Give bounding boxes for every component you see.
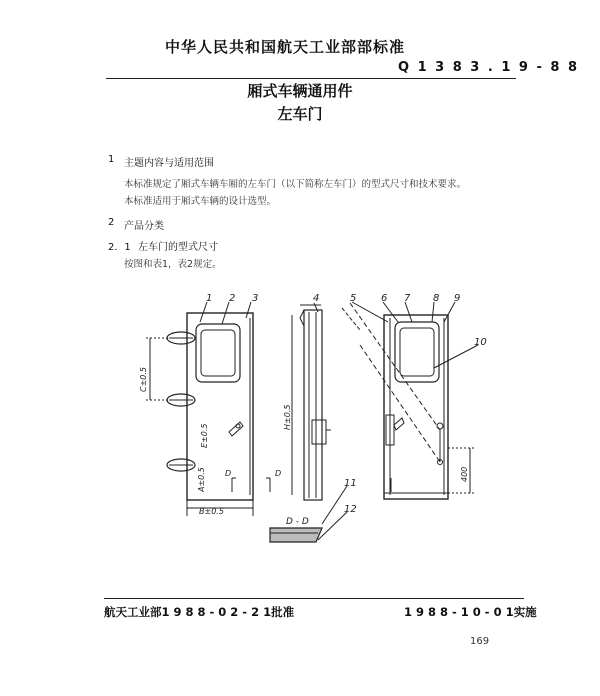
callout-6: 6: [381, 293, 388, 304]
page-number: 169: [470, 636, 490, 647]
callout-10: 10: [474, 337, 487, 348]
implementation-date: 1 9 8 8 - 1 0 - 0 1实施: [404, 605, 537, 619]
dimension-e: E±0.5: [200, 423, 209, 448]
callout-11: 11: [344, 478, 357, 489]
scope-paragraph-line2: 本标准适用于厢式车辆的设计选型。: [124, 196, 277, 207]
dimension-a: A±0.5: [197, 467, 206, 492]
standard-code: Q 1 3 8 3 . 1 9 - 8 8: [398, 60, 580, 75]
issuing-organization: 中华人民共和国航天工业部部标准: [165, 38, 406, 56]
dimension-b: B±0.5: [199, 507, 224, 516]
section-mark-left: D: [225, 469, 232, 478]
callout-3: 3: [252, 293, 259, 304]
callout-2: 2: [229, 293, 236, 304]
section-mark-right: D: [275, 469, 282, 478]
document-title: 厢式车辆通用件: [247, 82, 353, 100]
callout-8: 8: [433, 293, 440, 304]
door-front-view: [146, 302, 270, 516]
door-side-view: [270, 303, 331, 542]
document-subtitle: 左车门: [277, 105, 323, 123]
dimension-h: H±0.5: [283, 404, 292, 430]
scope-paragraph-line1: 本标准规定了厢式车辆车厢的左车门（以下简称左车门）的型式尺寸和技术要求。: [124, 179, 467, 190]
section-2-number: 2: [108, 217, 115, 228]
door-rear-view: [342, 302, 478, 499]
see-figure-note: 按图和表1，表2规定。: [124, 259, 222, 270]
section-2-heading: 产品分类: [124, 221, 164, 232]
callout-7: 7: [404, 293, 411, 304]
section-dd-label: D - D: [286, 517, 309, 527]
callout-5: 5: [350, 293, 357, 304]
section-2-1-heading: 左车门的型式尺寸: [138, 242, 218, 253]
callout-4: 4: [313, 293, 320, 304]
callout-1: 1: [206, 293, 213, 304]
section-1-heading: 主题内容与适用范围: [124, 158, 214, 169]
section-1-number: 1: [108, 154, 115, 165]
section-2-1-number: 2．1: [108, 242, 131, 253]
callout-9: 9: [454, 293, 461, 304]
dimension-400: 400: [460, 466, 469, 482]
dimension-c: C±0.5: [139, 366, 148, 392]
callout-12: 12: [344, 504, 357, 515]
approval-date: 航天工业部1 9 8 8 - 0 2 - 2 1批准: [104, 605, 295, 619]
footer-rule: [104, 598, 524, 599]
